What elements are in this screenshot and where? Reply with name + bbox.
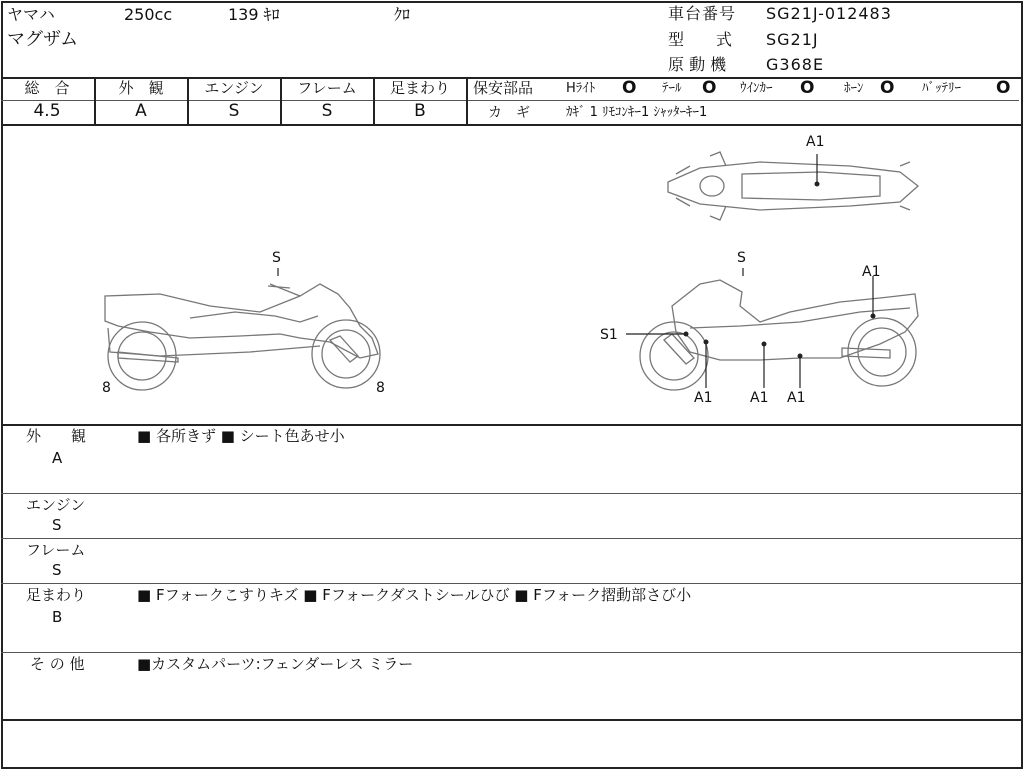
mileage: 139 ｷﾛ	[228, 5, 280, 24]
horn-ok-mark: O	[880, 78, 895, 98]
scooter-right-side-view	[640, 280, 918, 390]
winker-label: ｳｲﾝｶｰ	[740, 81, 773, 96]
headlight-ok-mark: O	[622, 78, 637, 98]
winker-ok-mark: O	[800, 78, 815, 98]
left-front-tire-note: 8	[102, 380, 111, 396]
maker-name: ヤマハ	[7, 5, 55, 24]
divider	[467, 100, 1019, 101]
section-frame-grade: S	[52, 561, 62, 579]
grade-engine-label: エンジン	[204, 79, 264, 97]
section-suspension-grade: B	[52, 608, 63, 626]
damage-diagram	[0, 126, 1020, 424]
key-value: ｶｷﾞ 1 ﾘﾓｺﾝｷｰ1 ｼｬｯﾀｰｷｰ1	[566, 105, 708, 120]
grade-total-label: 総 合	[24, 79, 70, 97]
section-frame-label: フレーム	[26, 541, 86, 559]
horn-label: ﾎｰﾝ	[844, 81, 864, 96]
chassis-number-value: SG21J-012483	[766, 4, 892, 23]
grade-suspension-value: B	[414, 101, 426, 121]
section-engine-grade: S	[52, 516, 62, 534]
section-suspension-label: 足まわり	[26, 586, 87, 604]
right-body-note-c: A1	[787, 390, 806, 406]
section-engine-label: エンジン	[26, 496, 86, 514]
safety-label: 保安部品	[473, 79, 534, 97]
top-seat-note: A1	[806, 134, 825, 150]
section-exterior-note: ■ 各所きず ■ シート色あせ小	[137, 427, 345, 445]
section-other-label: そ の 他	[30, 655, 85, 673]
right-fork-note: S1	[600, 327, 618, 343]
divider	[1, 538, 1021, 539]
section-exterior-label: 外 観	[26, 427, 87, 445]
right-body-note-a: A1	[694, 390, 713, 406]
divider	[1, 583, 1021, 584]
grade-exterior-value: A	[135, 101, 147, 121]
left-mirror-note: S	[272, 250, 281, 266]
divider	[1, 652, 1021, 653]
battery-label: ﾊﾞｯﾃﾘｰ	[922, 81, 961, 96]
grade-engine-value: S	[228, 101, 240, 121]
chassis-number-label: 車台番号	[668, 4, 737, 23]
battery-ok-mark: O	[996, 78, 1011, 98]
displacement: 250cc	[124, 5, 173, 24]
right-body-note-b: A1	[750, 390, 769, 406]
divider	[466, 77, 468, 125]
grade-total-value: 4.5	[33, 101, 61, 121]
engine-model-label: 原 動 機	[668, 55, 727, 74]
callout-leaders	[278, 154, 873, 388]
taillight-ok-mark: O	[702, 78, 717, 98]
grade-suspension-label: 足まわり	[389, 79, 450, 97]
grade-frame-label: フレーム	[297, 79, 357, 97]
body-color: ｸﾛ	[394, 5, 411, 24]
type-value: SG21J	[766, 30, 819, 49]
right-mirror-note: S	[737, 250, 746, 266]
section-exterior-grade: A	[52, 449, 63, 467]
callout-dots	[684, 182, 876, 359]
section-suspension-note: ■ Fフォークこすりキズ ■ Fフォークダストシールひび ■ Fフォーク摺動部さび小	[137, 586, 692, 604]
divider	[1, 719, 1021, 721]
model-name: マグザム	[7, 29, 79, 50]
divider	[1, 424, 1021, 426]
headlight-label: Hﾗｲﾄ	[566, 81, 596, 96]
scooter-left-side-view	[105, 284, 380, 390]
left-rear-tire-note: 8	[376, 380, 385, 396]
grade-frame-value: S	[321, 101, 333, 121]
section-other-note: ■カスタムパーツ:フェンダーレス ミラー	[137, 655, 414, 673]
taillight-label: ﾃｰﾙ	[662, 81, 682, 96]
scooter-top-view	[668, 152, 918, 220]
type-label: 型 式	[668, 30, 733, 49]
key-label: カ ギ	[488, 105, 530, 121]
divider	[1, 493, 1021, 494]
grade-exterior-label: 外 観	[118, 79, 164, 97]
right-seat-note: A1	[862, 264, 881, 280]
engine-model-value: G368E	[766, 55, 825, 74]
